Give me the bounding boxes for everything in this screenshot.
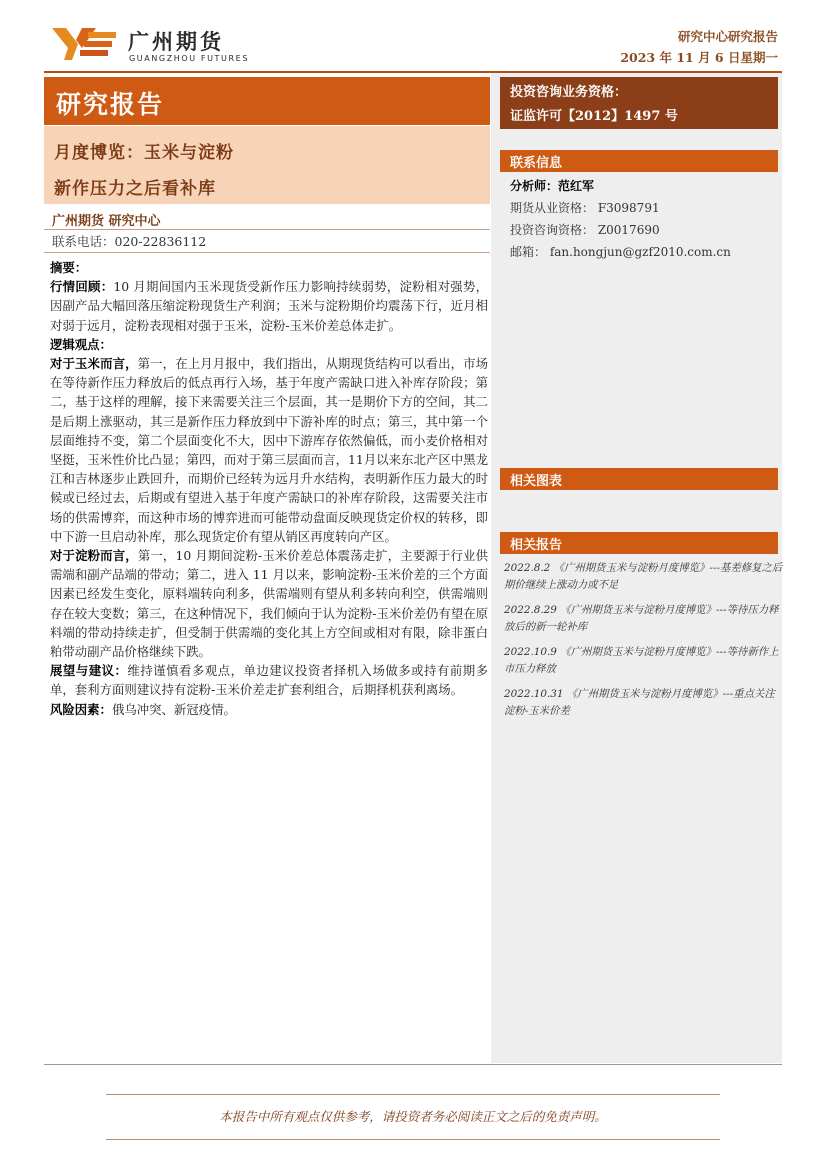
org-name: 广州期货 研究中心 bbox=[52, 214, 161, 229]
risk-factors: 风险因素：俄乌冲突、新冠疫情。 bbox=[50, 701, 236, 717]
report-body bbox=[50, 258, 488, 719]
logo-icon bbox=[52, 26, 118, 62]
charts-header bbox=[500, 468, 778, 490]
report-label: 研究报告 bbox=[56, 90, 165, 119]
header-meta bbox=[620, 26, 778, 68]
qualification-band bbox=[500, 77, 778, 129]
starch-view: 对于淀粉而言，第一，10 月期间淀粉-玉米价差总体震荡走扩，主要源于行业供需端和副产品端的带动；第二，进入 11 月以来，影响淀粉-玉米价差的三个方面因素已经发生变化，原料端转向利多，供需端则有望从利多转向利空，供需端则存在较大变数；第三，在这种情况下，我们倾向于认为淀粉-玉米价差仍有望在原料端的带动持续走扩，但受制于供需端的变化其上方空间或相对有限，除非蛋白粕带动副产品价格继续下跌。 bbox=[50, 548, 488, 660]
bottom-divider bbox=[44, 1064, 782, 1065]
reports-header bbox=[500, 532, 778, 554]
analyst-email[interactable]: 邮箱： fan.hongjun@gzf2010.com.cn bbox=[510, 245, 731, 259]
divider bbox=[44, 252, 490, 253]
report-title: 月度博览：玉米与淀粉 bbox=[54, 143, 234, 163]
contact-phone: 联系电话：020-22836112 bbox=[52, 234, 207, 249]
related-reports-list bbox=[504, 560, 784, 728]
logo-chinese-name: 广州期货 bbox=[128, 30, 224, 54]
footer-divider bbox=[106, 1139, 720, 1140]
corn-view: 对于玉米而言，第一，在上月月报中，我们指出，从期现货结构可以看出，市场在等待新作压力释放后的低点再行入场，基于年度产需缺口进入补库存阶段；第二，基于这样的理解，接下来需要关注三个层面，其一是期价下方的空间，其二是后期上涨驱动，其三是新作压力释放到中下游补库的时点；第三，其中第一个层面维持不变，第二个层面变化不大，因中下游库存依然偏低，而小麦价格相对坚挺，玉米性价比凸显；第四，而对于第三层面而言，11月以来东北产区中黑龙江和吉林逐步止跌回升，而期价已经转为远月升水结构，表明新作压力最大的时候或已经过去，后期或有望进入基于年度产需缺口的补库存阶段，这需要关注市场的供需博弈，而这种市场的博弈进而可能带动盘面反映现货定价权的转移，即中下游一旦启动补库，那么现货定价有望从销区再度转向产区。 bbox=[50, 356, 489, 544]
related-report-item[interactable]: 2022.10.31 《广州期货玉米与淀粉月度博览》---重点关注淀粉-玉米价差 bbox=[504, 688, 775, 717]
disclaimer-text: 本报告中所有观点仅供参考，请投资者务必阅读正文之后的免责声明。 bbox=[219, 1109, 607, 1124]
qualification-label: 投资咨询业务资格： bbox=[510, 85, 628, 100]
summary-heading: 摘要： bbox=[50, 260, 88, 275]
futures-qualification: 期货从业资格： F3098791 bbox=[510, 201, 660, 215]
market-review: 行情回顾：10 月期间国内玉米现货受新作压力影响持续弱势，淀粉相对强势，因副产品大幅回落压缩淀粉现货生产利润；玉米与淀粉期价均震荡下行，近月相对弱于远月，淀粉表现相对强于玉米，淀粉-玉米价差总体走扩。 bbox=[50, 279, 489, 333]
analyst-name: 分析师：范红军 bbox=[510, 179, 595, 193]
report-label-band bbox=[44, 77, 490, 125]
contact-title: 联系信息 bbox=[510, 156, 563, 171]
title-band bbox=[44, 126, 490, 204]
divider bbox=[44, 229, 490, 230]
outlook: 展望与建议：维持谨慎看多观点，单边建议投资者择机入场做多或持有前期多单，套利方面则建议持有淀粉-玉米价差走扩套利组合，后期择机获利离场。 bbox=[50, 663, 489, 698]
footer-divider bbox=[106, 1094, 720, 1095]
related-report-item[interactable]: 2022.8.29 《广州期货玉米与淀粉月度博览》---等待压力释放后的新一轮补库 bbox=[504, 604, 779, 633]
company-logo bbox=[52, 22, 252, 68]
related-report-item[interactable]: 2022.8.2 《广州期货玉米与淀粉月度博览》---基差修复之后期价继续上涨动力或不足 bbox=[504, 562, 783, 591]
report-subtitle: 新作压力之后看补库 bbox=[54, 179, 216, 199]
reports-title: 相关报告 bbox=[510, 538, 563, 553]
report-type: 研究中心研究报告 bbox=[677, 29, 778, 44]
report-date: 2023 年 11 月 6 日星期一 bbox=[620, 50, 778, 65]
charts-title: 相关图表 bbox=[510, 474, 563, 489]
contact-header bbox=[500, 150, 778, 172]
qualification-license: 证监许可【2012】1497 号 bbox=[510, 109, 678, 124]
consult-qualification: 投资咨询资格： Z0017690 bbox=[510, 223, 660, 237]
logo-english-name: GUANGZHOU FUTURES bbox=[129, 54, 249, 63]
contact-info bbox=[510, 175, 731, 263]
logic-heading: 逻辑观点： bbox=[50, 336, 112, 352]
related-report-item[interactable]: 2022.10.9 《广州期货玉米与淀粉月度博览》---等待新作上市压力释放 bbox=[504, 646, 779, 675]
